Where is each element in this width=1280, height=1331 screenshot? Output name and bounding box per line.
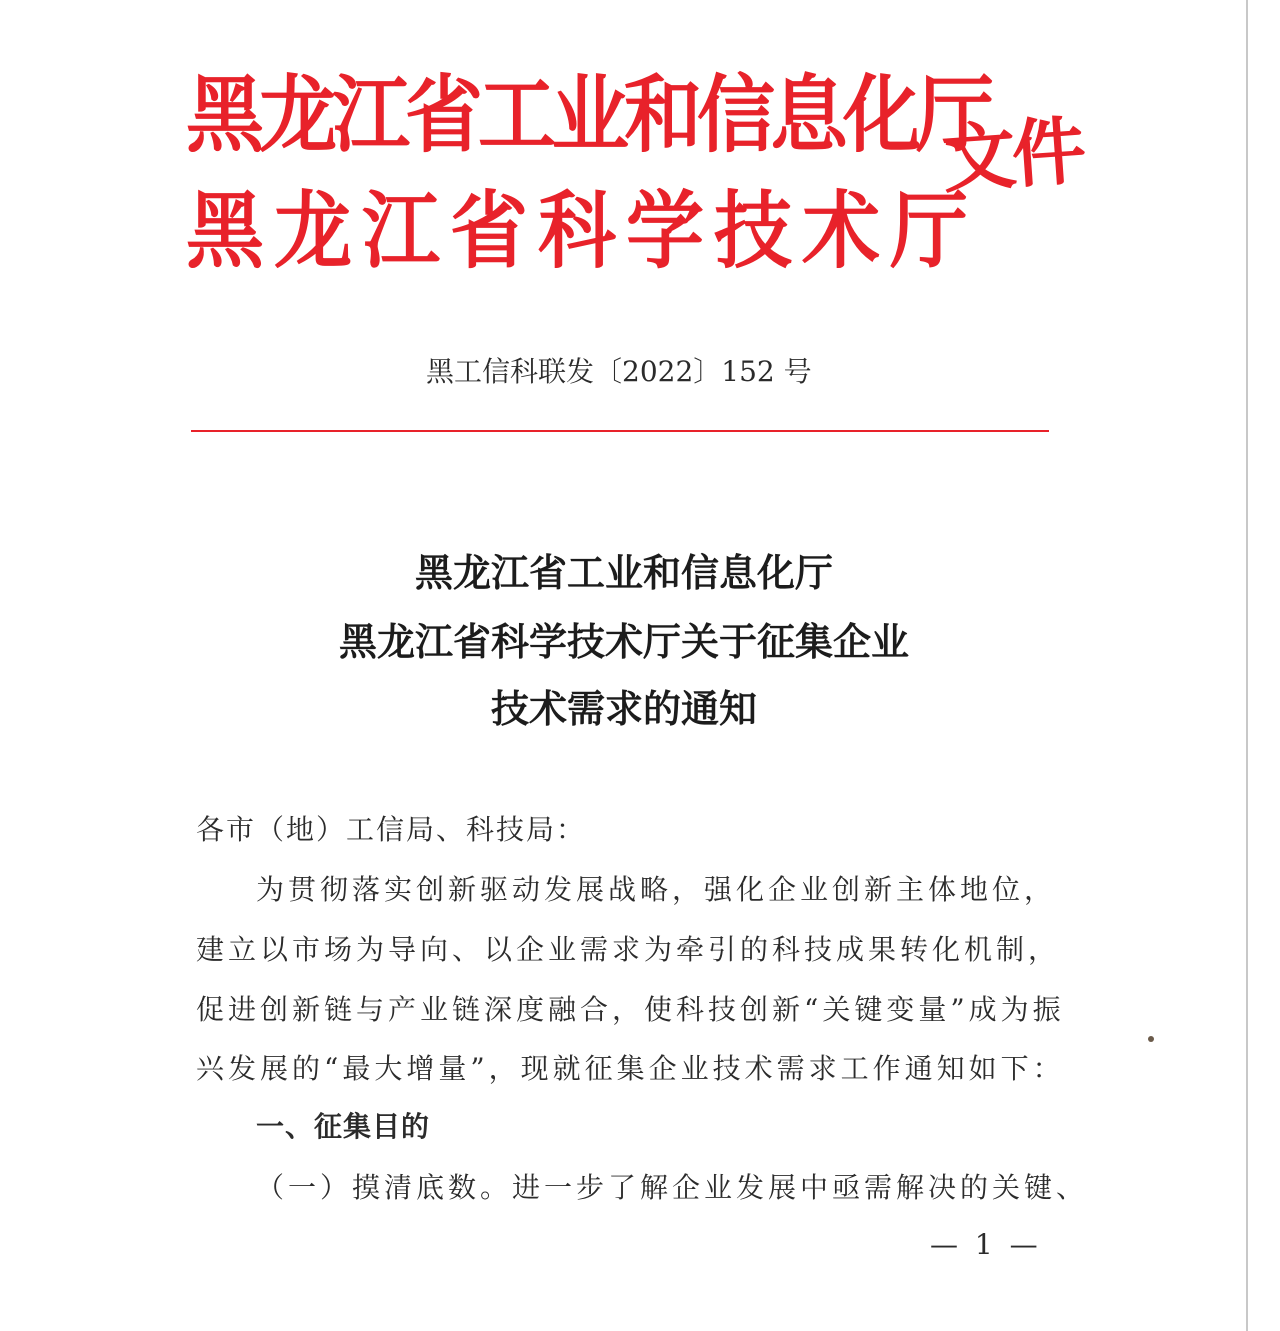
body-line-4: 兴发展的“最大增量”，现就征集企业技术需求工作通知如下： (196, 1052, 1065, 1085)
salutation: 各市（地）工信局、科技局： (196, 813, 587, 846)
document-number: 黑工信科联发〔2022〕152 号 (426, 355, 812, 388)
document-header (186, 40, 1086, 281)
page-number: — 1 — (930, 1228, 1042, 1261)
header-org-line-2: 黑龙江省科学技术厅 (186, 183, 979, 281)
body-line-2: 建立以市场为导向、以企业需求为牵引的科技成果转化机制， (196, 933, 1061, 966)
body-line-3: 促进创新链与产业链深度融合，使科技创新“关键变量”成为振 (196, 993, 1065, 1026)
red-divider (191, 430, 1049, 432)
page-edge (1246, 0, 1248, 1331)
scan-speck (1148, 1036, 1154, 1042)
title-line-2: 黑龙江省科学技术厅关于征集企业 (338, 619, 909, 664)
body-line-5: （一）摸清底数。进一步了解企业发展中亟需解决的关键、 (256, 1171, 1089, 1204)
section-heading-1: 一、征集目的 (256, 1110, 431, 1143)
header-org-line-1: 黑龙江省工业和信息化厅 (186, 67, 990, 165)
title-line-1: 黑龙江省工业和信息化厅 (414, 550, 833, 595)
header-suffix: 文件 (939, 108, 1085, 204)
body-line-1: 为贯彻落实创新驱动发展战略，强化企业创新主体地位， (256, 873, 1057, 906)
title-line-3: 技术需求的通知 (490, 686, 757, 731)
